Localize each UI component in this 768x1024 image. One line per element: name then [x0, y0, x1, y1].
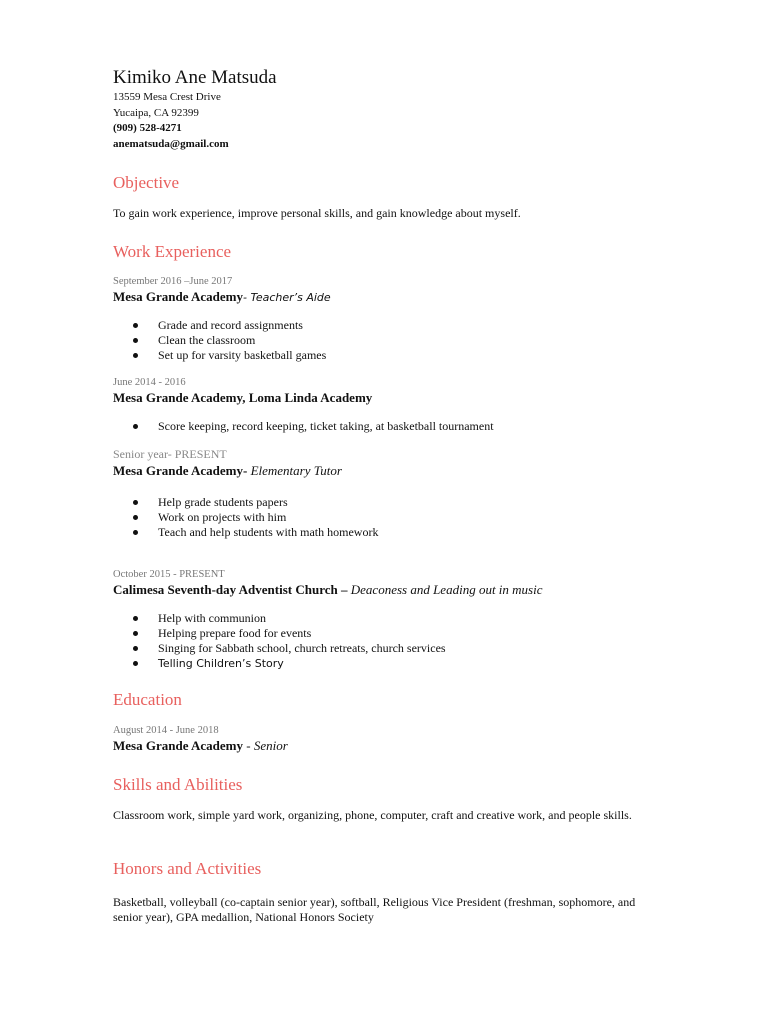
list-item: Help with communion [133, 611, 653, 626]
job-org: Mesa Grande Academy [113, 289, 243, 304]
list-item: Singing for Sabbath school, church retreats, church services [133, 641, 653, 656]
list-item: Helping prepare food for events [133, 626, 653, 641]
objective-text: To gain work experience, improve personal skills, and gain knowledge about myself. [113, 206, 521, 220]
job-title [113, 462, 653, 479]
education-heading: Education [113, 690, 182, 709]
job-role: Deaconess and Leading out in music [350, 582, 543, 597]
job-org: Mesa Grande Academy, Loma Linda Academy [113, 390, 373, 405]
job-date: June 2014 - 2016 [113, 377, 186, 388]
honors-heading: Honors and Activities [113, 859, 262, 878]
education-entry [113, 724, 653, 754]
address-line-2: Yucaipa, CA 92399 [113, 106, 199, 119]
job-bullets [113, 611, 653, 671]
email-address: anematsuda@gmail.com [113, 137, 229, 150]
job-bullets [113, 419, 653, 434]
list-item: Set up for varsity basketball games [133, 348, 653, 363]
job-title [113, 581, 673, 598]
resume-header [113, 66, 277, 152]
skills-heading: Skills and Abilities [113, 775, 243, 794]
list-item: Work on projects with him [133, 510, 653, 525]
job-date: Senior year- PRESENT [113, 447, 227, 461]
job-entry [113, 447, 653, 479]
job-date: September 2016 –June 2017 [113, 276, 233, 287]
list-item: Clean the classroom [133, 333, 653, 348]
job-sep: - [242, 291, 251, 304]
education-title [113, 737, 653, 754]
job-bullets [113, 318, 653, 363]
objective-heading: Objective [113, 173, 180, 192]
education-sep: - [242, 738, 254, 753]
list-item: Teach and help students with math homework [133, 525, 653, 540]
job-date: October 2015 - PRESENT [113, 569, 225, 580]
job-entry [113, 568, 673, 598]
education-role: Senior [253, 738, 288, 753]
job-title [113, 389, 653, 406]
list-item: Grade and record assignments [133, 318, 653, 333]
list-item: Telling Children’s Story [133, 656, 653, 671]
list-item: Help grade students papers [133, 495, 653, 510]
skills-text: Classroom work, simple yard work, organizing, phone, computer, craft and creative work, and people skills. [113, 808, 632, 822]
job-org: Calimesa Seventh-day Adventist Church – [113, 582, 348, 597]
list-item: Score keeping, record keeping, ticket taking, at basketball tournament [133, 419, 653, 434]
honors-text: Basketball, volleyball (co-captain senior year), softball, Religious Vice President (freshman, sophomore, and senior year), GPA medallion, National Honors Society [113, 895, 636, 924]
job-bullets [113, 495, 653, 540]
education-org: Mesa Grande Academy [113, 738, 243, 753]
job-role: Teacher’s Aide [250, 291, 331, 304]
applicant-name: Kimiko Ane Matsuda [113, 67, 277, 88]
address-line-1: 13559 Mesa Crest Drive [113, 91, 221, 103]
objective-section [113, 172, 179, 194]
education-date: August 2014 - June 2018 [113, 725, 219, 736]
job-entry [113, 376, 653, 406]
phone-number: (909) 528-4271 [113, 122, 182, 134]
work-experience-heading: Work Experience [113, 242, 232, 261]
job-org: Mesa Grande Academy- [113, 463, 248, 478]
job-title [113, 288, 653, 306]
job-role: Elementary Tutor [250, 463, 342, 478]
job-entry [113, 275, 653, 306]
